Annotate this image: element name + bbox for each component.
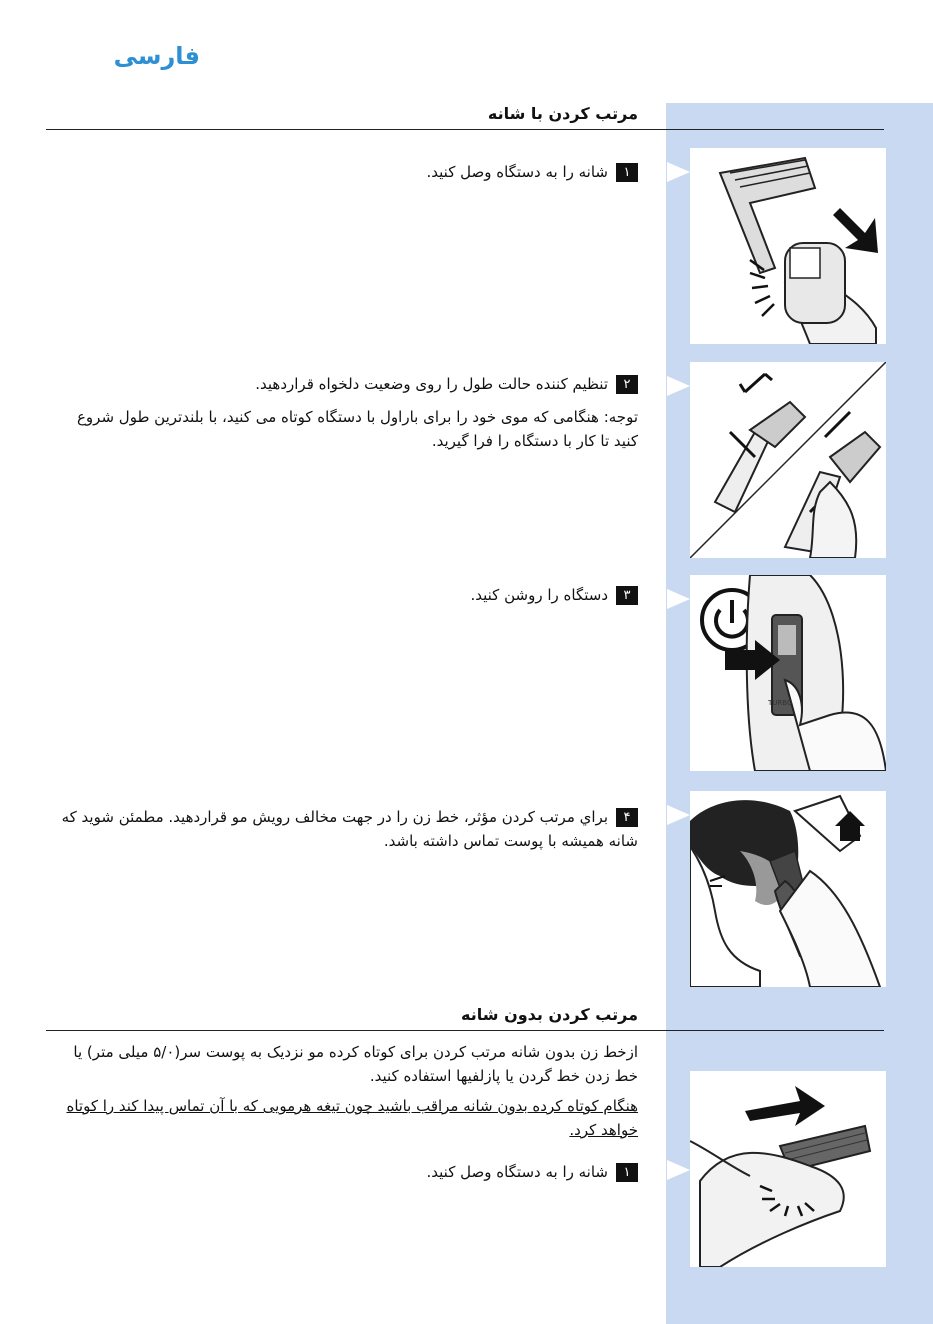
step-number: ۱ <box>616 1163 638 1182</box>
step-2-length-setting <box>40 372 638 396</box>
trimming-without-comb-illustration <box>690 1071 886 1267</box>
step-2-note: توجه: هنگامی که موی خود را برای باراول با دستگاه کوتاه می کنید، با بلندترین طول شروع کنید تا کار با دستگاه را فرا گیرید. <box>76 408 638 450</box>
illustration-pointer <box>667 162 690 182</box>
section-heading-with-comb: مرتب کردن با شانه <box>487 104 638 123</box>
length-setting-illustration <box>690 362 886 558</box>
without-comb-intro: ازخط زن بدون شانه مرتب کردن برای کوتاه کرده مو نزدیک به پوست سر(۵/۰ میلی متر) یا خط زدن خط گردن یا پازلفیها استفاده کنید. <box>73 1043 638 1085</box>
comb-attach-illustration <box>690 148 886 344</box>
step-text: دستگاه را روشن کنید. <box>470 586 608 604</box>
step-text: تنظیم کننده حالت طول را روی وضعیت دلخواه قراردهید. <box>255 375 608 393</box>
section-heading-without-comb: مرتب کردن بدون شانه <box>461 1005 638 1024</box>
section-divider <box>46 129 884 130</box>
brand-label: TURBO <box>768 699 793 707</box>
step-text: شانه را به دستگاه وصل کنید. <box>426 163 608 181</box>
without-comb-warning: هنگام کوتاه کرده بدون شانه مراقب باشید چون تیغه هرمویی که با آن تماس پیدا کند را کوتاه خواهد کرد. <box>66 1097 638 1139</box>
step-number: ۲ <box>616 375 638 394</box>
illustration-pointer <box>667 376 690 396</box>
step-1-attach-comb <box>40 160 638 184</box>
step-number: ۴ <box>616 808 638 827</box>
trimming-against-growth-illustration <box>690 791 886 987</box>
step-text: شانه را به دستگاه وصل کنید. <box>426 1163 608 1181</box>
illustration-pointer <box>667 805 690 825</box>
step-number: ۱ <box>616 163 638 182</box>
step-number: ۳ <box>616 586 638 605</box>
illustration-pointer <box>667 1160 690 1180</box>
step-4-trim-direction <box>50 805 638 853</box>
step-text: براي مرتب کردن مؤثر، خط زن را در جهت مخالف رویش مو قراردهید. مطمئن شوید که شانه همیشه با پوست تماس داشته باشد. <box>61 808 638 850</box>
step-1-attach-comb-repeat <box>40 1160 638 1184</box>
section-divider <box>46 1030 884 1031</box>
illustration-pointer <box>667 589 690 609</box>
step-3-switch-on <box>40 583 638 607</box>
power-on-illustration <box>690 575 886 771</box>
language-title: فارسی <box>113 42 200 70</box>
